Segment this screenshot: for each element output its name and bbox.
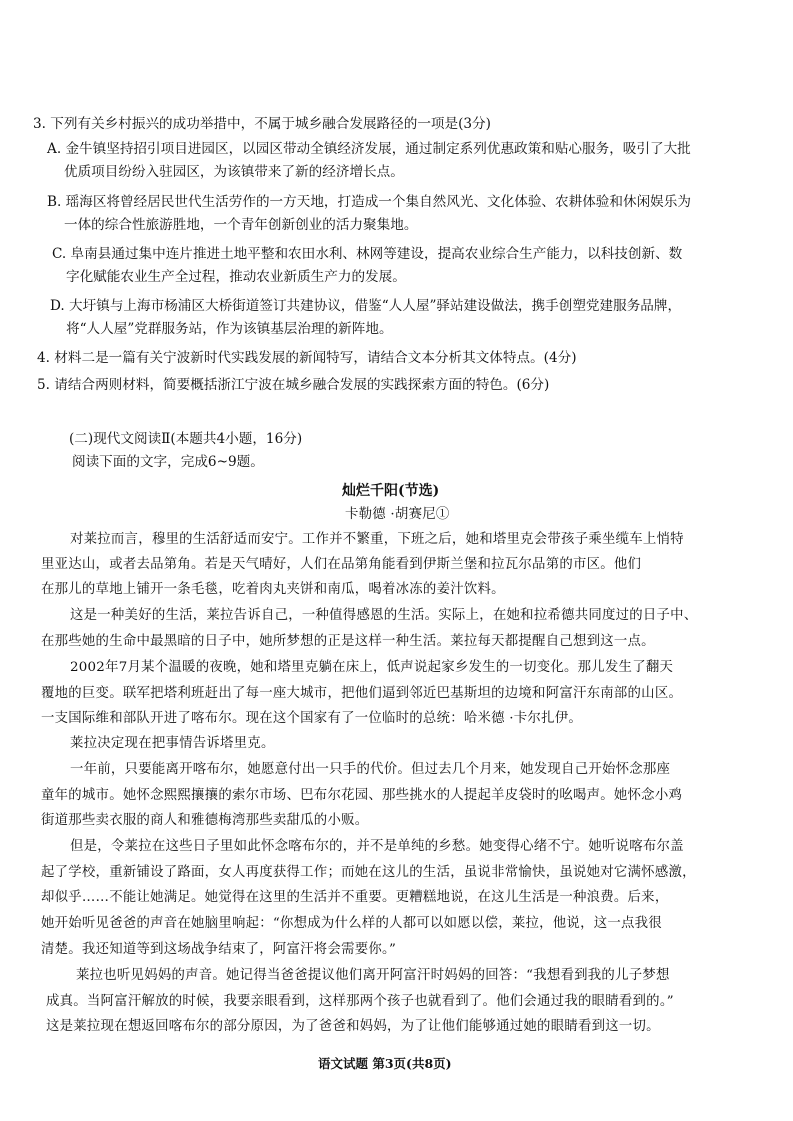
- article-line: 一支国际维和部队开进了喀布尔。现在这个国家有了一位临时的总统：哈米德 ·卡尔扎伊。: [41, 711, 582, 726]
- option-d-line-1: D. 大圩镇与上海市杨浦区大桥街道签订共建协议，借鉴“人人屋”驿站建设做法，携手创塑党建服务品牌，: [50, 298, 682, 314]
- article-author: 卡勒德 ·胡赛尼①: [345, 507, 450, 522]
- article-line: 覆地的巨变。联军把塔利班赶出了每一座大城市，把他们逼到邻近巴基斯坦的边境和阿富汗东南部的山区。: [41, 686, 683, 701]
- article-line: 在那些她的生命中最黑暗的日子中，她所梦想的正是这样一种生活。莱拉每天都提醒自己想到这一点。: [41, 634, 655, 649]
- article-line: 里亚达山，或者去品第角。若是天气晴好，人们在品第角能看到伊斯兰堡和拉瓦尔品第的市区。他们: [41, 557, 642, 572]
- article-line: 清楚。我还知道等到这场战争结束了，阿富汗将会需要你。”: [41, 942, 397, 957]
- article-line: 成真。当阿富汗解放的时候，我要亲眼看到，这样那两个孩子也就看到了。他们会通过我的眼睛看到的。”: [46, 994, 674, 1009]
- article-line: 但是，令莱拉在这些日子里如此怀念喀布尔的，并不是单纯的乡愁。她变得心绪不宁。她听说喀布尔盖: [70, 839, 684, 854]
- option-a-line-2: 优质项目纷纷入驻园区，为该镇带来了新的经济增长点。: [64, 164, 404, 180]
- option-b-line-1: B. 瑶海区将曾经居民世代生活劳作的一方天地，打造成一个集自然风光、文化体验、农耕体验和休闲娱乐为: [47, 194, 691, 210]
- section-heading: (二)现代文阅读Ⅱ(本题共4小题，16分): [69, 431, 303, 447]
- option-b-line-2: 一体的综合性旅游胜地，一个青年创新创业的活力聚集地。: [64, 217, 418, 233]
- section-instruction: 阅读下面的文字，完成6~9题。: [72, 454, 264, 470]
- question-4: 4. 材料二是一篇有关宁波新时代实践发展的新闻特写，请结合文本分析其文体特点。(4分): [37, 350, 577, 366]
- article-line: 对莱拉而言，穆里的生活舒适而安宁。工作并不繁重，下班之后，她和塔里克会带孩子乘坐缆车上悄特: [70, 532, 684, 547]
- article-line: 2002年7月某个温暖的夜晚，她和塔里克躺在床上，低声说起家乡发生的一切变化。那儿发生了翻天: [70, 660, 674, 675]
- article-line: 起了学校，重新铺设了路面，女人再度获得工作；而她在这儿的生活，虽说非常愉快，虽说她对它满怀感激，: [41, 865, 696, 880]
- option-d-line-2: 将“人人屋”党群服务站，作为该镇基层治理的新阵地。: [66, 321, 393, 337]
- option-c-line-2: 字化赋能农业生产全过程，推动农业新质生产力的发展。: [66, 269, 406, 285]
- option-a-line-1: A. 金牛镇坚持招引项目进园区，以园区带动全镇经济发展，通过制定系列优惠政策和贴心服务，吸引了大批: [47, 141, 691, 157]
- article-line: 在那儿的草地上铺开一条毛毯，吃着肉丸夹饼和南瓜，喝着冰冻的姜汁饮料。: [41, 582, 505, 597]
- option-c-line-1: C. 阜南县通过集中连片推进土地平整和农田水利、林网等建设，提高农业综合生产能力，以科技创新、数: [52, 246, 683, 262]
- article-line: 却似乎……不能让她满足。她觉得在这里的生活并不重要。更糟糕地说，在这儿生活是一种浪费。后来，: [41, 890, 669, 905]
- article-line: 这是莱拉现在想返回喀布尔的部分原因，为了爸爸和妈妈，为了让他们能够通过她的眼睛看到这一切。: [46, 1019, 660, 1034]
- article-line: 街道那些卖衣服的商人和雅德梅湾那些卖甜瓜的小贩。: [41, 813, 369, 828]
- article-line: 莱拉也听见妈妈的声音。她记得当爸爸提议他们离开阿富汗时妈妈的回答：“我想看到我的儿子梦想: [76, 968, 670, 983]
- article-line: 莱拉决定现在把事情告诉塔里克。: [70, 736, 275, 751]
- question-5: 5. 请结合两则材料，简要概括浙江宁波在城乡融合发展的实践探索方面的特色。(6分): [37, 377, 550, 393]
- article-line: 一年前，只要能离开喀布尔，她愿意付出一只手的代价。但过去几个月来，她发现自己开始怀念那座: [70, 762, 671, 777]
- page-footer: 语文试题 第3页(共8页): [318, 1056, 452, 1071]
- article-title: 灿烂千阳(节选): [342, 483, 440, 499]
- question-3-stem: 3. 下列有关乡村振兴的成功举措中，不属于城乡融合发展路径的一项是(3分): [33, 116, 491, 132]
- article-line: 她开始听见爸爸的声音在她脑里响起：“你想成为什么样的人都可以如愿以偿，莱拉，他说，这一点我很: [41, 916, 662, 931]
- article-line: 这是一种美好的生活，莱拉告诉自己，一种值得感恩的生活。实际上，在她和拉希德共同度过的日子中、: [70, 608, 698, 623]
- article-line: 童年的城市。她怀念熙熙攘攘的索尔市场、巴布尔花园、那些挑水的人提起羊皮袋时的吆喝声。她怀念小鸡: [41, 788, 683, 803]
